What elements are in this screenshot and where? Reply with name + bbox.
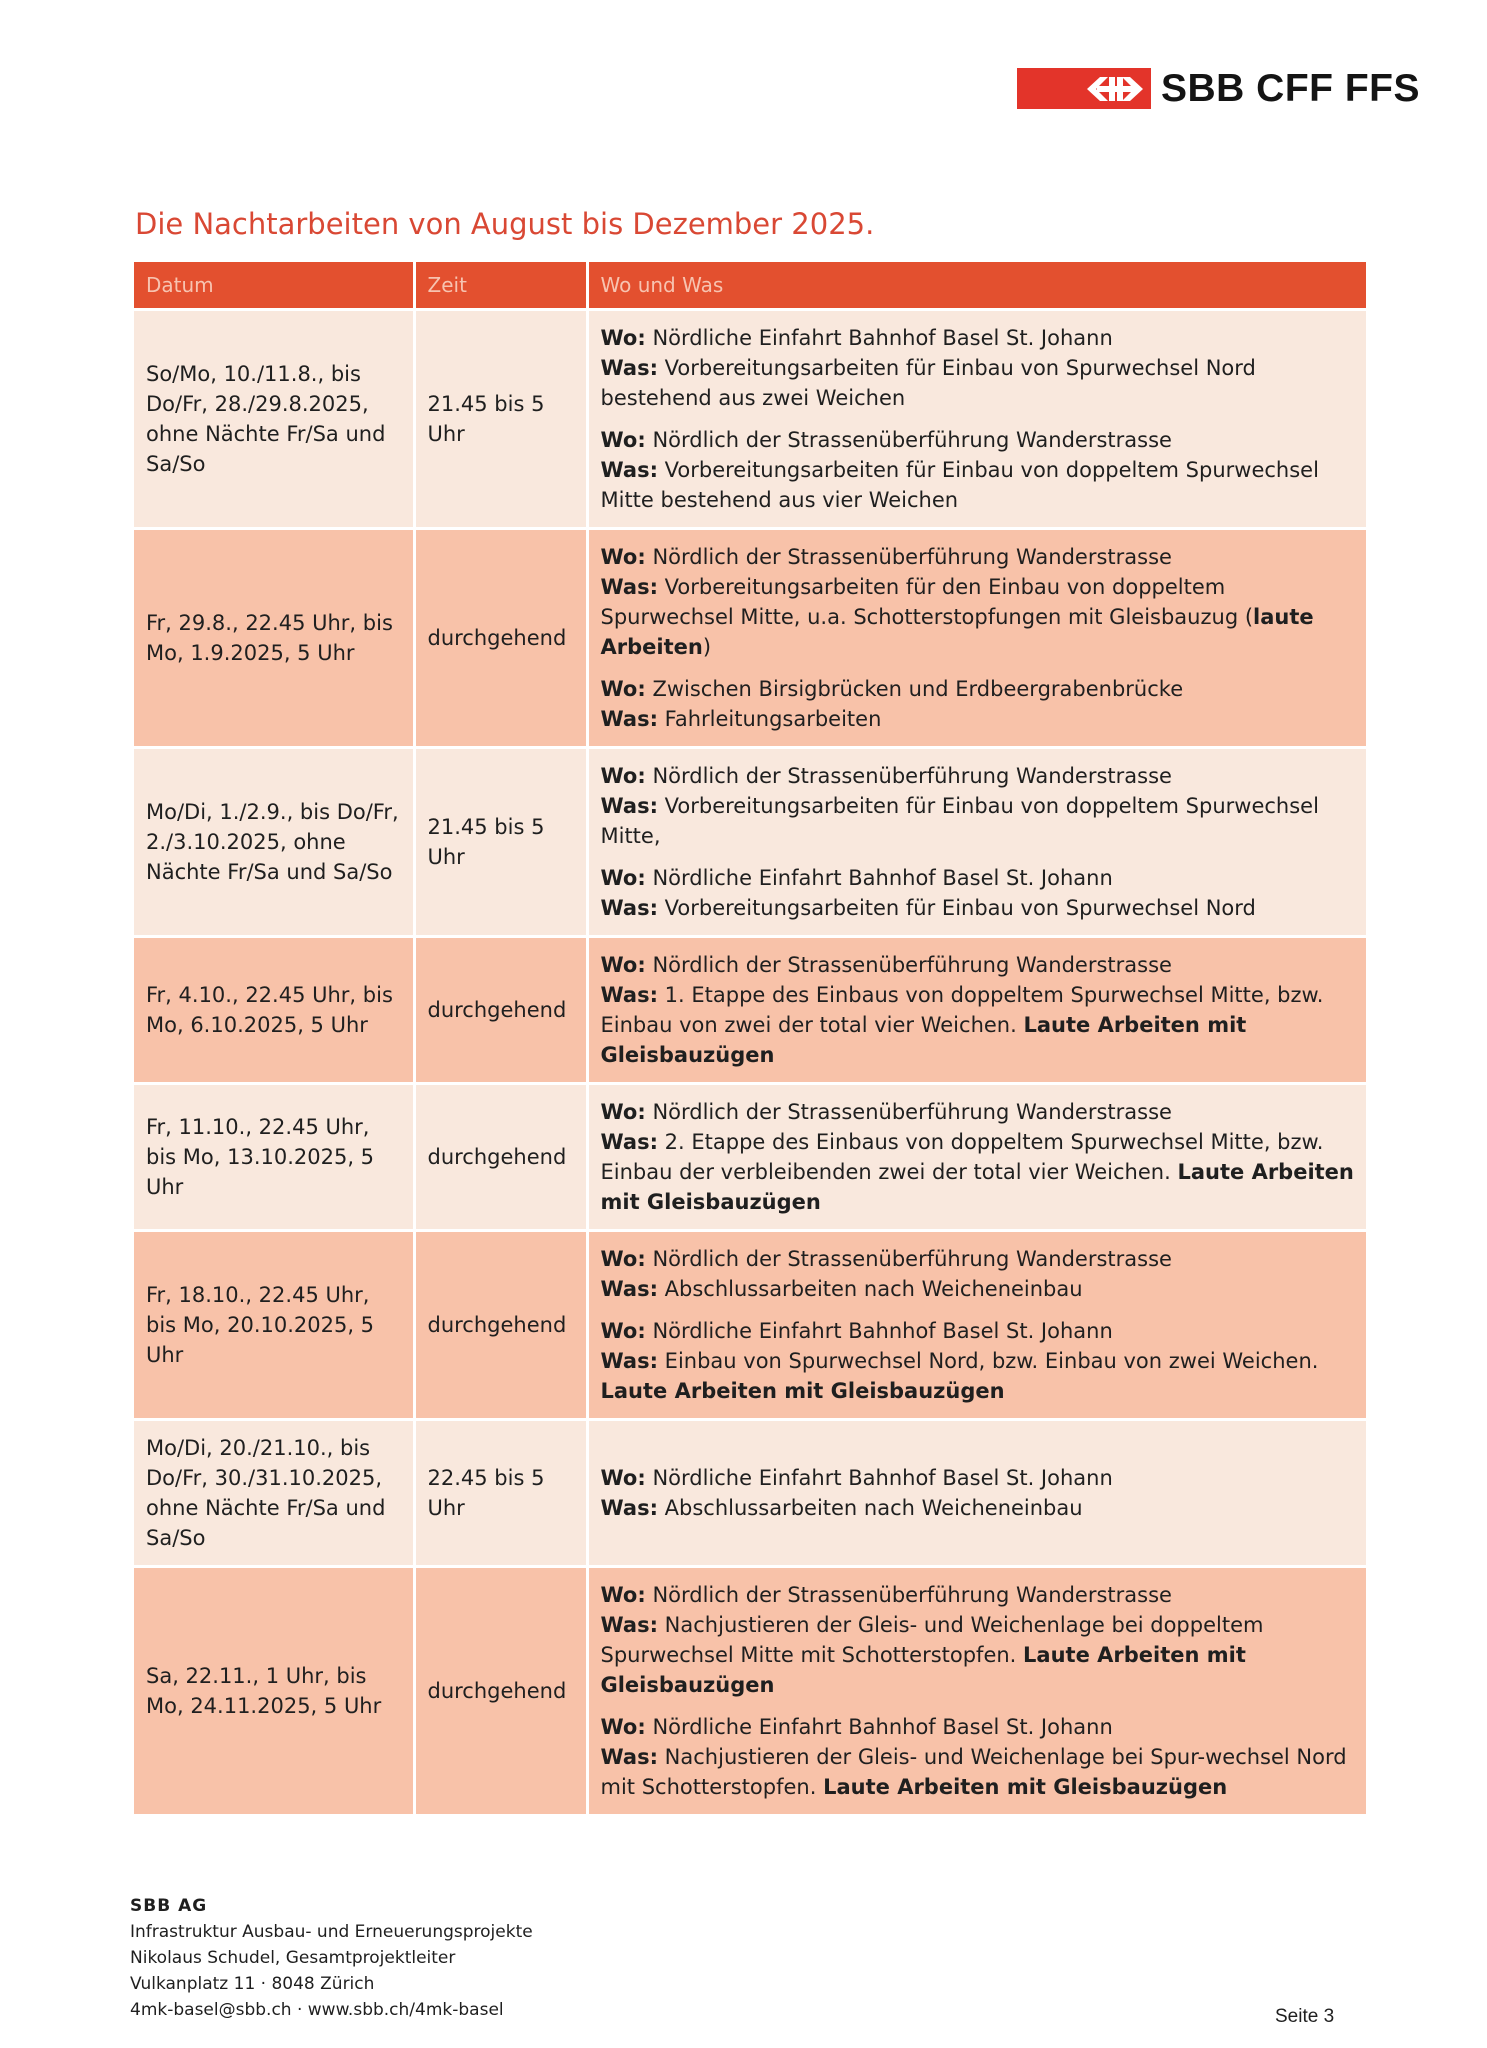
wo-label: Wo: xyxy=(600,677,646,701)
wo-text: Nördliche Einfahrt Bahnhof Basel St. Johann xyxy=(652,1715,1113,1739)
footer-links: 4mk-basel@sbb.ch · www.sbb.ch/4mk-basel xyxy=(130,2000,504,2020)
wo-text: Nördlich der Strassenüberführung Wanderstrasse xyxy=(652,1583,1172,1607)
was-label: Was: xyxy=(600,794,658,818)
wo-text: Nördlich der Strassenüberführung Wanderstrasse xyxy=(652,428,1172,452)
cell-zeit: durchgehend xyxy=(414,529,587,748)
table-header-row xyxy=(134,262,1366,310)
wo-text: Nördlich der Strassenüberführung Wanderstrasse xyxy=(652,764,1172,788)
work-entry xyxy=(601,1244,1355,1304)
footer-department: Infrastruktur Ausbau- und Erneuerungsprojekte xyxy=(130,1922,533,1942)
table-row xyxy=(134,529,1366,748)
table-row xyxy=(134,1420,1366,1567)
column-header-datum: Datum xyxy=(134,262,414,310)
wo-text: Nördlich der Strassenüberführung Wanderstrasse xyxy=(652,953,1172,977)
work-entry xyxy=(601,1580,1355,1700)
cell-wo-und-was xyxy=(587,748,1366,937)
cell-zeit: 21.45 bis 5 Uhr xyxy=(414,310,587,529)
wo-label: Wo: xyxy=(600,1319,646,1343)
laute-arbeiten-note: Laute Arbeiten mit Gleisbauzügen xyxy=(600,1643,1246,1697)
was-label: Was: xyxy=(600,1613,658,1637)
wo-text: Nördlich der Strassenüberführung Wanderstrasse xyxy=(652,545,1172,569)
wo-label: Wo: xyxy=(600,326,646,350)
was-label: Was: xyxy=(600,1349,658,1373)
was-text: Einbau von Spurwechsel Nord, bzw. Einbau von zwei Weichen. xyxy=(664,1349,1319,1373)
sbb-logo xyxy=(1017,68,1420,109)
cell-wo-und-was xyxy=(587,1567,1366,1815)
page-title: Die Nachtarbeiten von August bis Dezember 2025. xyxy=(135,207,875,241)
was-label: Was: xyxy=(600,1496,658,1520)
work-entry xyxy=(601,1097,1355,1217)
wo-label: Wo: xyxy=(600,866,646,890)
cell-wo-und-was xyxy=(587,529,1366,748)
was-text: Nachjustieren der Gleis- und Weichenlage bei Spur-wechsel Nord mit Schotterstopfen. xyxy=(600,1745,1347,1799)
laute-arbeiten-note: Laute Arbeiten mit Gleisbauzügen xyxy=(600,1379,1005,1403)
work-entry xyxy=(601,323,1355,413)
was-text: Vorbereitungsarbeiten für Einbau von doppeltem Spurwechsel Mitte, xyxy=(600,794,1319,848)
was-label: Was: xyxy=(600,458,658,482)
wo-label: Wo: xyxy=(600,428,646,452)
was-label: Was: xyxy=(600,1745,658,1769)
was-text: Vorbereitungsarbeiten für Einbau von doppeltem Spurwechsel Mitte bestehend aus vier Weichen xyxy=(600,458,1319,512)
table-row xyxy=(134,310,1366,529)
footer-address: Vulkanplatz 11 · 8048 Zürich xyxy=(130,1974,375,1994)
was-text: Vorbereitungsarbeiten für den Einbau von doppeltem Spurwechsel Mitte, u.a. Schotterstopfungen mit Gleisbauzug ( xyxy=(600,575,1254,629)
cell-zeit: durchgehend xyxy=(414,937,587,1084)
wo-label: Wo: xyxy=(600,1100,646,1124)
cell-datum: Fr, 29.8., 22.45 Uhr, bis Mo, 1.9.2025, 5 Uhr xyxy=(134,529,414,748)
cell-datum: Mo/Di, 1./2.9., bis Do/Fr, 2./3.10.2025, ohne Nächte Fr/Sa und Sa/So xyxy=(134,748,414,937)
cell-datum: So/Mo, 10./11.8., bis Do/Fr, 28./29.8.2025, ohne Nächte Fr/Sa und Sa/So xyxy=(134,310,414,529)
was-text: Abschlussarbeiten nach Weicheneinbau xyxy=(664,1277,1083,1301)
was-text: 1. Etappe des Einbaus von doppeltem Spurwechsel Mitte, bzw. Einbau von zwei der total vier Weichen. xyxy=(600,983,1324,1037)
was-label: Was: xyxy=(600,707,658,731)
was-label: Was: xyxy=(600,1130,658,1154)
work-entry xyxy=(601,1712,1355,1802)
cell-wo-und-was xyxy=(587,310,1366,529)
column-header-zeit: Zeit xyxy=(414,262,587,310)
wo-text: Nördlich der Strassenüberführung Wanderstrasse xyxy=(652,1100,1172,1124)
wo-label: Wo: xyxy=(600,1466,646,1490)
wo-label: Wo: xyxy=(600,1247,646,1271)
wo-label: Wo: xyxy=(600,1583,646,1607)
wo-label: Wo: xyxy=(600,764,646,788)
work-entry xyxy=(601,761,1355,851)
was-text: Fahrleitungsarbeiten xyxy=(664,707,882,731)
was-label: Was: xyxy=(600,356,658,380)
work-entry xyxy=(601,674,1355,734)
cell-datum: Sa, 22.11., 1 Uhr, bis Mo, 24.11.2025, 5 Uhr xyxy=(134,1567,414,1815)
cell-datum: Fr, 11.10., 22.45 Uhr, bis Mo, 13.10.2025, 5 Uhr xyxy=(134,1084,414,1231)
work-entry xyxy=(601,542,1355,662)
cell-wo-und-was xyxy=(587,1420,1366,1567)
schedule-table xyxy=(134,262,1366,1814)
cell-wo-und-was xyxy=(587,1231,1366,1420)
was-text: Vorbereitungsarbeiten für Einbau von Spurwechsel Nord bestehend aus zwei Weichen xyxy=(600,356,1256,410)
logo-text: SBB CFF FFS xyxy=(1161,66,1420,110)
cell-datum: Mo/Di, 20./21.10., bis Do/Fr, 30./31.10.2025, ohne Nächte Fr/Sa und Sa/So xyxy=(134,1420,414,1567)
was-label: Was: xyxy=(600,896,658,920)
closing-paren: ) xyxy=(702,635,712,659)
was-text: Nachjustieren der Gleis- und Weichenlage bei doppeltem Spurwechsel Mitte mit Schotterstopfen. xyxy=(600,1613,1264,1667)
cell-wo-und-was xyxy=(587,937,1366,1084)
footer-contact: Nikolaus Schudel, Gesamtprojektleiter xyxy=(130,1948,456,1968)
cell-zeit: durchgehend xyxy=(414,1231,587,1420)
wo-label: Wo: xyxy=(600,545,646,569)
wo-text: Zwischen Birsigbrücken und Erdbeergrabenbrücke xyxy=(652,677,1184,701)
was-text: Vorbereitungsarbeiten für Einbau von Spurwechsel Nord xyxy=(664,896,1256,920)
laute-arbeiten-note: Laute Arbeiten mit Gleisbauzügen xyxy=(600,1160,1354,1214)
was-label: Was: xyxy=(600,983,658,1007)
table-row xyxy=(134,937,1366,1084)
wo-label: Wo: xyxy=(600,953,646,977)
work-entry xyxy=(601,425,1355,515)
cell-datum: Fr, 4.10., 22.45 Uhr, bis Mo, 6.10.2025, 5 Uhr xyxy=(134,937,414,1084)
cell-zeit: 21.45 bis 5 Uhr xyxy=(414,748,587,937)
footer-company: SBB AG xyxy=(130,1896,208,1916)
wo-text: Nördliche Einfahrt Bahnhof Basel St. Johann xyxy=(652,326,1113,350)
work-entry xyxy=(601,863,1355,923)
was-label: Was: xyxy=(600,575,658,599)
wo-text: Nördliche Einfahrt Bahnhof Basel St. Johann xyxy=(652,866,1113,890)
was-label: Was: xyxy=(600,1277,658,1301)
cell-datum: Fr, 18.10., 22.45 Uhr, bis Mo, 20.10.2025, 5 Uhr xyxy=(134,1231,414,1420)
work-entry xyxy=(601,1316,1355,1406)
cell-zeit: durchgehend xyxy=(414,1084,587,1231)
table-row xyxy=(134,1084,1366,1231)
laute-arbeiten-note: laute Arbeiten xyxy=(600,605,1314,659)
was-text: Abschlussarbeiten nach Weicheneinbau xyxy=(664,1496,1083,1520)
wo-label: Wo: xyxy=(600,1715,646,1739)
cell-zeit: 22.45 bis 5 Uhr xyxy=(414,1420,587,1567)
table-row xyxy=(134,1567,1366,1815)
wo-text: Nördlich der Strassenüberführung Wanderstrasse xyxy=(652,1247,1172,1271)
was-text: 2. Etappe des Einbaus von doppeltem Spurwechsel Mitte, bzw. Einbau der verbleibenden zwei der total vier Weichen. xyxy=(600,1130,1324,1184)
wo-text: Nördliche Einfahrt Bahnhof Basel St. Johann xyxy=(652,1319,1113,1343)
cell-wo-und-was xyxy=(587,1084,1366,1231)
wo-text: Nördliche Einfahrt Bahnhof Basel St. Johann xyxy=(652,1466,1113,1490)
sbb-arrows-icon xyxy=(1017,68,1151,109)
laute-arbeiten-note: Laute Arbeiten mit Gleisbauzügen xyxy=(600,1013,1247,1067)
page-number: Seite 3 xyxy=(1275,2006,1335,2027)
table-row xyxy=(134,1231,1366,1420)
work-entry xyxy=(601,1463,1355,1523)
laute-arbeiten-note: Laute Arbeiten mit Gleisbauzügen xyxy=(823,1775,1228,1799)
cell-zeit: durchgehend xyxy=(414,1567,587,1815)
footer xyxy=(130,1893,533,2023)
column-header-wo-und-was: Wo und Was xyxy=(587,262,1366,310)
table-row xyxy=(134,748,1366,937)
work-entry xyxy=(601,950,1355,1070)
